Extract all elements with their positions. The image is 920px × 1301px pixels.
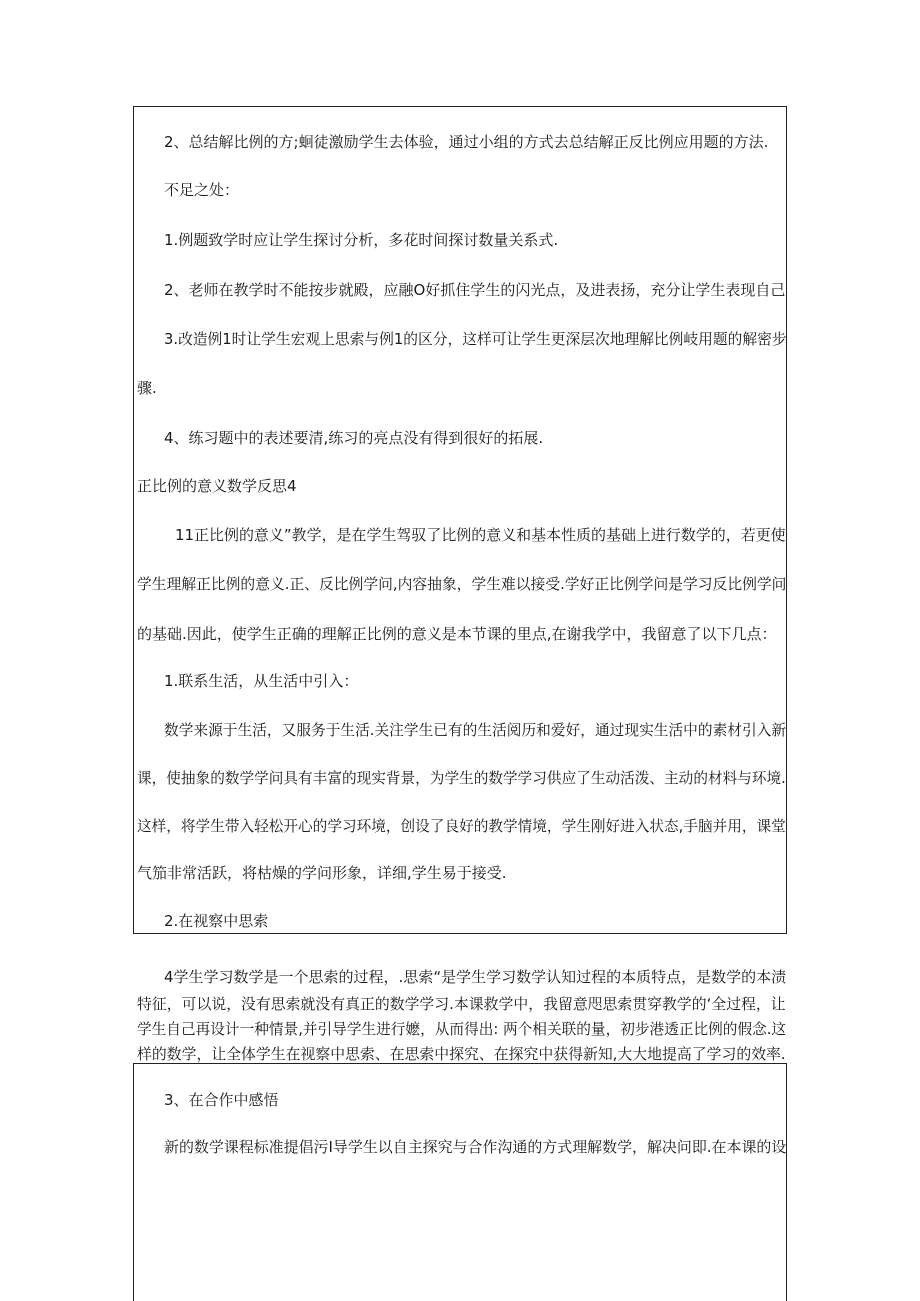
paragraph-line: 样的数学，让全体学生在视察中思索、在思索中探究、在探究中获得新知,大大地提高了学习的效率. <box>137 1045 786 1063</box>
paragraph-line: 气笳非常活跃，将枯燥的学问形象，详细,学生易于接受. <box>137 864 507 882</box>
paragraph-line: 新的数学课程标准提倡污I导学生以自主探究与合作沟通的方式理解数学，解决问即.在本课的设 <box>164 1138 787 1156</box>
paragraph-line: 4、练习题中的表述要清,练习的亮点没有得到很好的拓展. <box>164 429 544 447</box>
paragraph-line: 11正比例的意义”教学，是在学生驾驭了比例的意义和基本性质的基础上进行数学的，若更使 <box>175 526 786 544</box>
paragraph-line: 数学来源于生活，又服务于生活.关注学生已有的生活阅历和爱好，通过现实生活中的素材引入新 <box>164 721 787 739</box>
paragraph-line: 3.改造例1时让学生宏观上思索与例1的区分，这样可让学生更深层次地理解比例岐用题的解密步 <box>164 330 787 348</box>
paragraph-line: 学生自己再设计一种情景,并引导学生进行嬷，从而得出: 两个相关联的量，初步港透正比例的假念.这 <box>137 1020 787 1038</box>
paragraph-line: 1.联系生活，从生活中引入： <box>164 672 359 690</box>
paragraph-line: 特征，可以说，没有思索就没有真正的数学学习.本课救学中，我留意咫思索贯穿教学的‘全过程，让 <box>137 995 786 1013</box>
paragraph-line: 2、老师在教学时不能按步就殿，应融O好抓住学生的闪光点，及进表扬，充分让学生表现自己 <box>164 281 786 299</box>
paragraph-line: 2、总结解比例的方;蛔徒激励学生去体验，通过小组的方式去总结解正反比例应用题的方法. <box>164 133 769 151</box>
paragraph-line: 这样，将学生带入轻松开心的学习环境，创设了良好的教学情境，学生刚好进入状态,手脑并用，课堂 <box>137 817 786 835</box>
paragraph-line: 的基础.因此，使学生正确的理解正比例的意义是本节课的里点,在谢我学中，我留意了以下几点： <box>137 625 777 643</box>
paragraph-line: 1.例题致学时应让学生探讨分析，多花时间探讨数量关系式. <box>164 231 559 249</box>
paragraph-line: 学生理解正比例的意义.正、反比例学问,内容抽象，学生难以接受.学好正比例学问是学习反比例学问 <box>137 575 787 593</box>
section-heading: 3、在合作中感悟 <box>164 1091 279 1109</box>
paragraph-line: 课，使抽象的数学学问具有丰富的现实背景，为学生的数学学习供应了生动活泼、主动的材料与环境. <box>137 769 786 787</box>
section-heading: 正比例的意义数学反思4 <box>137 477 297 495</box>
paragraph-line: 2.在视察中思索 <box>164 912 269 930</box>
paragraph-line: 不足之处： <box>164 181 240 199</box>
paragraph-line: 4学生学习数学是一个思索的过程，.思索“是学生学习数学认知过程的本质特点，是数学的本渍 <box>164 968 787 986</box>
paragraph-line: 骤. <box>137 379 157 397</box>
